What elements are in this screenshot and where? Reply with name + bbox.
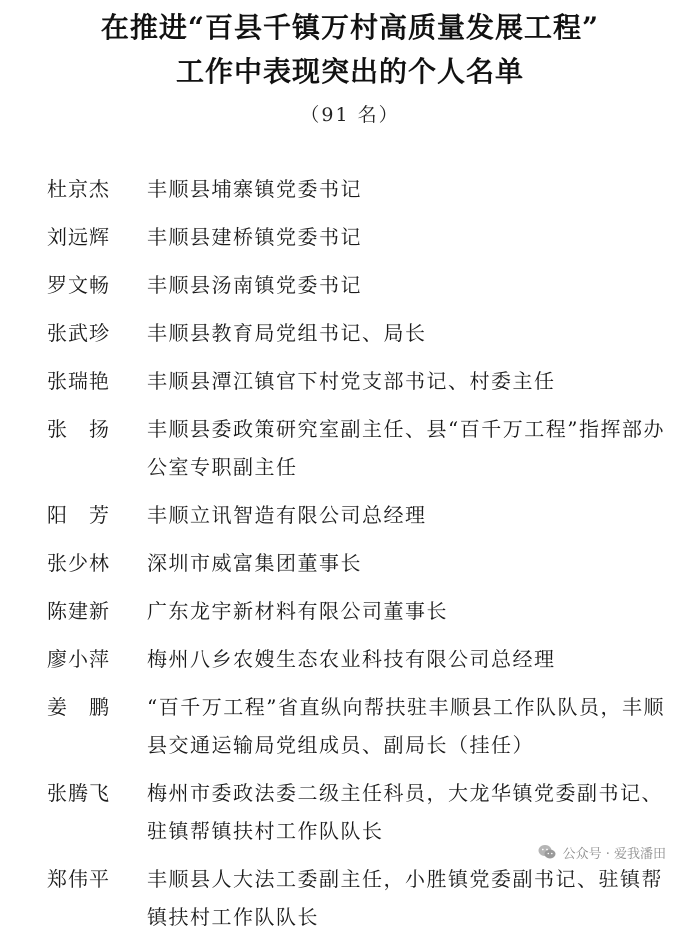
person-name: 张腾飞 [47,781,110,805]
person-name: 杜京杰 [47,177,110,201]
list-item [0,496,700,534]
list-item [0,314,700,352]
wechat-icon [537,842,557,862]
person-name: 郑伟平 [47,867,110,891]
list-item [0,544,700,582]
list-item [0,640,700,678]
person-name: 张瑞艳 [47,369,110,393]
person-role: 丰顺县潭江镇官下村党支部书记、村委主任 [147,369,556,393]
person-name: 张少林 [47,551,110,575]
list-item [0,860,700,936]
person-name: 廖小萍 [47,647,110,671]
person-name: 姜 鹏 [47,695,110,719]
document-title-line2: 工作中表现突出的个人名单 [175,55,524,88]
person-name: 张 扬 [47,417,110,441]
person-role: 梅州八乡农嫂生态农业科技有限公司总经理 [147,647,556,671]
person-role: 丰顺县建桥镇党委书记 [147,225,362,249]
person-role: 丰顺县汤南镇党委书记 [147,273,362,297]
document-title-line1: 在推进“百县千镇万村高质量发展工程” [100,11,600,44]
person-role: 广东龙宇新材料有限公司董事长 [147,599,448,623]
person-role: 深圳市威富集团董事长 [147,551,362,575]
list-item [0,688,700,764]
person-role: 丰顺立讯智造有限公司总经理 [147,503,427,527]
list-item [0,592,700,630]
person-role: 丰顺县教育局党组书记、局长 [147,321,427,345]
list-item [0,410,700,486]
person-role: 丰顺县人大法工委副主任，小胜镇党委副书记、驻镇帮镇扶村工作队队长 [147,867,663,929]
person-name: 阳 芳 [47,503,110,527]
list-item [0,362,700,400]
person-role: “百千万工程”省直纵向帮扶驻丰顺县工作队队员，丰顺县交通运输局党组成员、副局长（挂任） [147,695,665,757]
list-item [0,218,700,256]
person-name: 罗文畅 [47,273,110,297]
person-name: 张武珍 [47,321,110,345]
person-role: 梅州市委政法委二级主任科员，大龙华镇党委副书记、驻镇帮镇扶村工作队队长 [147,781,663,843]
list-item [0,774,700,850]
person-role: 丰顺县委政策研究室副主任、县“百千万工程”指挥部办公室专职副主任 [147,417,665,479]
person-name: 刘远辉 [47,225,110,249]
person-name: 陈建新 [47,599,110,623]
list-item [0,266,700,304]
people-list [0,170,700,946]
list-item [0,170,700,208]
watermark-text: 公众号 · 爱我潘田 [562,846,666,862]
person-count: （91 名） [300,104,400,126]
person-role: 丰顺县埔寨镇党委书记 [147,177,362,201]
watermark [533,840,670,864]
